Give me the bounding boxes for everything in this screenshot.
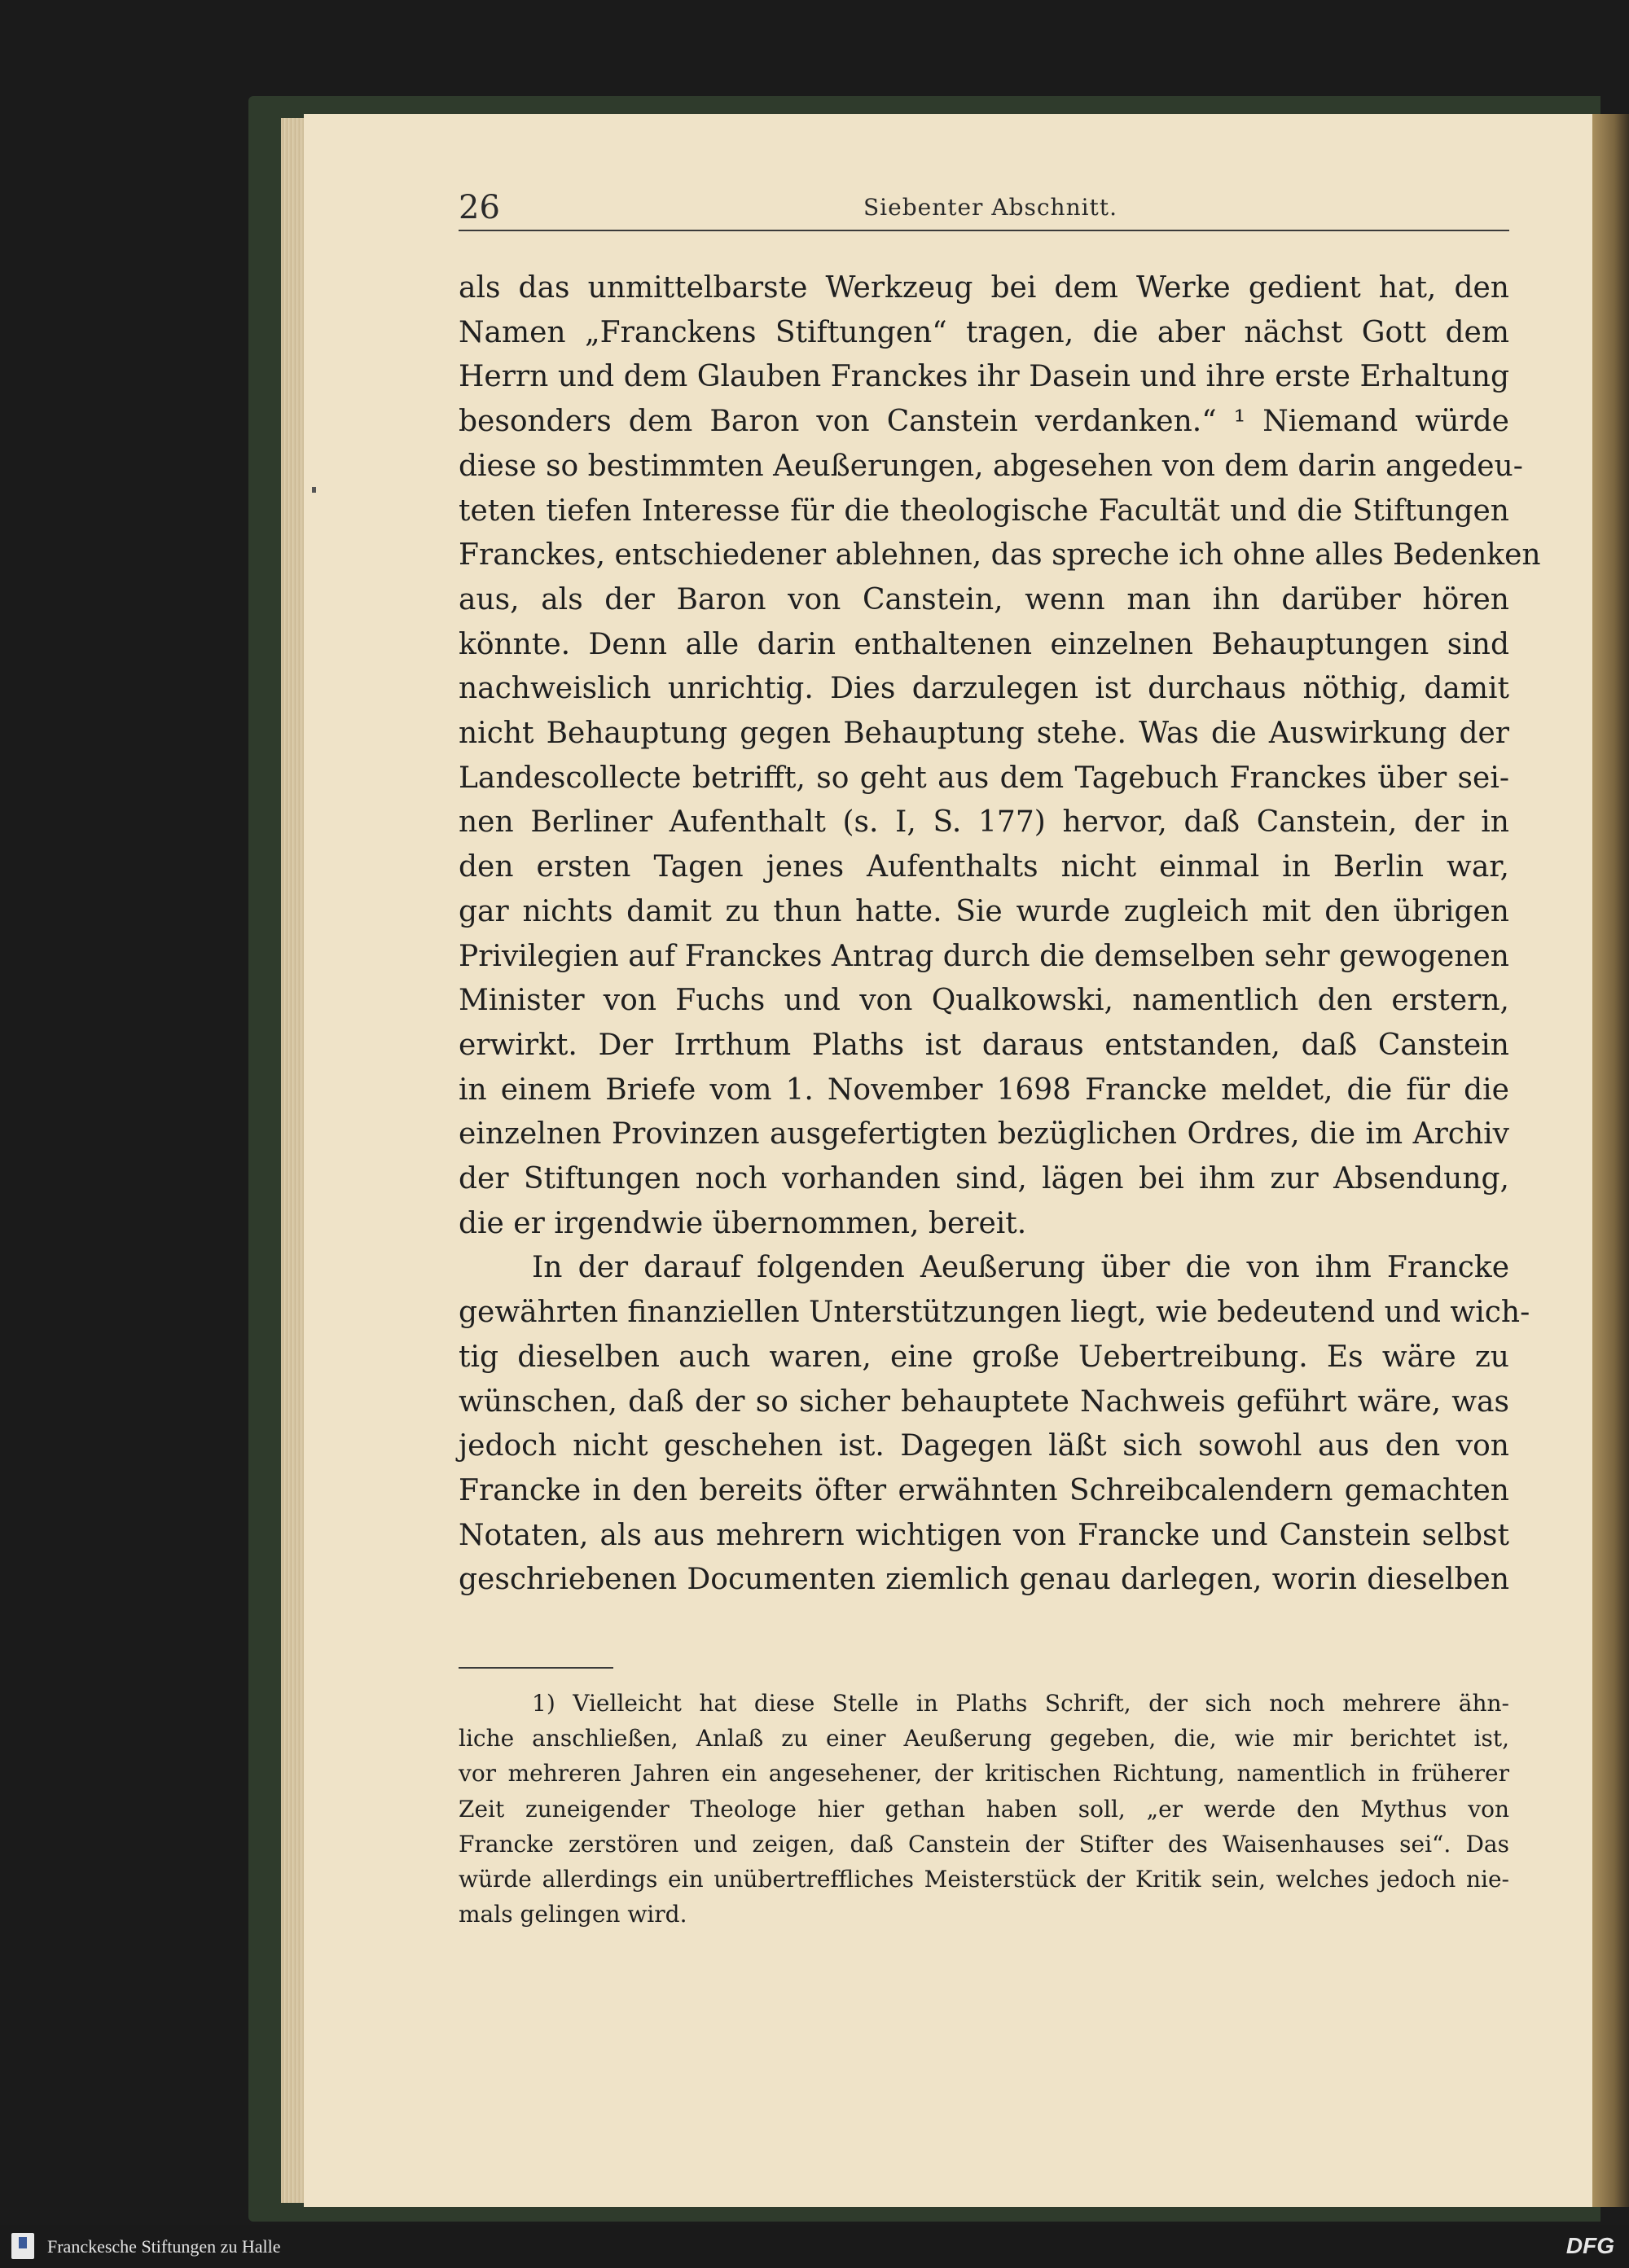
next-page-edge bbox=[1592, 114, 1629, 2207]
footnote-line: Francke zerstören und zeigen, daß Canstein der Stifter des Waisenhauses sei“. Das bbox=[459, 1830, 1509, 1858]
page-edges bbox=[281, 118, 305, 2203]
text-line: könnte. Denn alle darin enthaltenen einzelnen Behauptungen sind bbox=[459, 627, 1509, 661]
text-line: jedoch nicht geschehen ist. Dagegen läßt sich sowohl aus den von bbox=[459, 1429, 1509, 1463]
institution-logo-icon bbox=[11, 2233, 34, 2259]
footnote-line: liche anschließen, Anlaß zu einer Aeußerung gegeben, die, wie mir berichtet ist, bbox=[459, 1725, 1509, 1753]
footnote-line: würde allerdings ein unübertreffliches Meisterstück der Kritik sein, welches jedoch nie- bbox=[459, 1866, 1509, 1893]
text-line: In der darauf folgenden Aeußerung über die von ihm Francke bbox=[532, 1251, 1509, 1285]
text-line: Notaten, als aus mehrern wichtigen von Francke und Canstein selbst bbox=[459, 1518, 1509, 1552]
text-line: die er irgendwie übernommen, bereit. bbox=[459, 1206, 1027, 1240]
text-line: den ersten Tagen jenes Aufenthalts nicht einmal in Berlin war, bbox=[459, 850, 1509, 884]
text-line: Francke in den bereits öfter erwähnten Schreibcalendern gemachten bbox=[459, 1473, 1509, 1507]
text-line: in einem Briefe vom 1. November 1698 Francke meldet, die für die bbox=[459, 1073, 1509, 1107]
text-line: nachweislich unrichtig. Dies darzulegen ist durchaus nöthig, damit bbox=[459, 672, 1509, 706]
text-line: wünschen, daß der so sicher behauptete Nachweis geführt wäre, was bbox=[459, 1384, 1509, 1419]
text-line: Herrn und dem Glauben Franckes ihr Dasein und ihre erste Erhaltung bbox=[459, 360, 1509, 394]
text-line: diese so bestimmten Aeußerungen, abgesehen von dem darin angedeu- bbox=[459, 449, 1523, 483]
footnote-line: vor mehreren Jahren ein angesehener, der kritischen Richtung, namentlich in früherer bbox=[459, 1760, 1509, 1788]
footnote-line: 1) Vielleicht hat diese Stelle in Plaths Schrift, der sich noch mehrere ähn- bbox=[532, 1690, 1509, 1717]
dfg-logo: DFG bbox=[1565, 2233, 1614, 2258]
viewer-footer bbox=[0, 2225, 1629, 2268]
text-line: gewährten finanziellen Unterstützungen liegt, wie bedeutend und wich- bbox=[459, 1296, 1530, 1330]
footnote-line: Zeit zuneigender Theologe hier gethan haben soll, „er werde den Mythus von bbox=[459, 1795, 1509, 1823]
text-line: tig dieselben auch waren, eine große Uebertreibung. Es wäre zu bbox=[459, 1340, 1509, 1374]
body-text bbox=[459, 266, 1541, 1603]
institution-label[interactable]: Franckesche Stiftungen zu Halle bbox=[47, 2236, 281, 2257]
header-rule bbox=[459, 230, 1509, 231]
text-line: Franckes, entschiedener ablehnen, das spreche ich ohne alles Bedenken bbox=[459, 538, 1541, 572]
text-line: als das unmittelbarste Werkzeug bei dem Werke gedient hat, den bbox=[459, 271, 1509, 305]
page-number: 26 bbox=[459, 189, 500, 226]
text-line: nicht Behauptung gegen Behauptung stehe. Was die Auswirkung der bbox=[459, 717, 1509, 751]
text-line: nen Berliner Aufenthalt (s. I, S. 177) hervor, daß Canstein, der in bbox=[459, 805, 1509, 840]
text-line: erwirkt. Der Irrthum Plaths ist daraus entstanden, daß Canstein bbox=[459, 1028, 1509, 1062]
footnote bbox=[459, 1686, 1509, 1932]
margin-mark bbox=[312, 487, 316, 493]
text-line: besonders dem Baron von Canstein verdanken.“ ¹ Niemand würde bbox=[459, 405, 1509, 439]
text-line: aus, als der Baron von Canstein, wenn man ihn darüber hören bbox=[459, 582, 1509, 616]
text-line: Privilegien auf Franckes Antrag durch die demselben sehr gewogenen bbox=[459, 939, 1509, 973]
text-line: Namen „Franckens Stiftungen“ tragen, die aber nächst Gott dem bbox=[459, 315, 1509, 349]
text-line: einzelnen Provinzen ausgefertigten bezüglichen Ordres, die im Archiv bbox=[459, 1117, 1509, 1152]
text-line: geschriebenen Documenten ziemlich genau darlegen, worin dieselben bbox=[459, 1563, 1509, 1597]
footnote-rule bbox=[459, 1667, 613, 1669]
text-line: teten tiefen Interesse für die theologische Facultät und die Stiftungen bbox=[459, 494, 1509, 528]
running-title: Siebenter Abschnitt. bbox=[863, 194, 1117, 221]
text-line: Landescollecte betrifft, so geht aus dem Tagebuch Franckes über sei- bbox=[459, 761, 1509, 795]
text-line: der Stiftungen noch vorhanden sind, lägen bei ihm zur Absendung, bbox=[459, 1162, 1509, 1196]
footnote-line: mals gelingen wird. bbox=[459, 1901, 687, 1928]
text-line: gar nichts damit zu thun hatte. Sie wurde zugleich mit den übrigen bbox=[459, 894, 1509, 928]
text-line: Minister von Fuchs und von Qualkowski, namentlich den erstern, bbox=[459, 984, 1509, 1018]
